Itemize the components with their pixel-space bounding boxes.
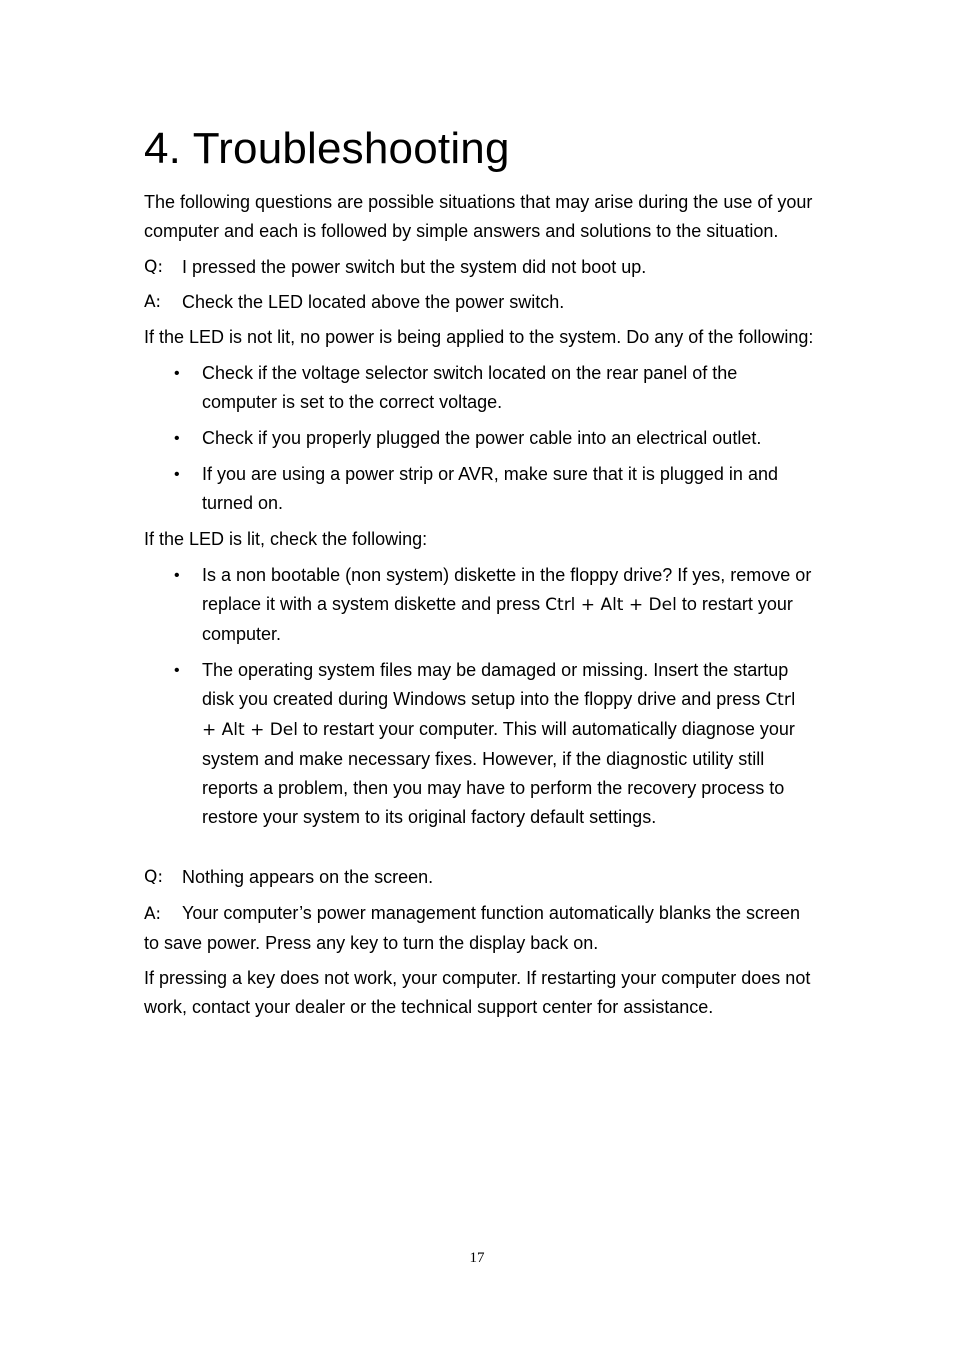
list-item-text: to restart your computer. This will automatically diagnose your system and make necessary fixes. However, if the diagnostic utility still reports a problem, then you may have to perform the recovery process to restore your system to its original factory default settings. <box>202 719 795 827</box>
bullet-icon: • <box>174 567 180 584</box>
answer-tag: A: <box>144 292 162 312</box>
list-item-text: Check if the voltage selector switch located on the rear panel of the computer is set to the correct voltage. <box>202 363 738 412</box>
led-lit-paragraph: If the LED is lit, check the following: <box>144 529 428 549</box>
bullet-icon: • <box>174 466 180 483</box>
question-tag: Q: <box>144 257 164 277</box>
list-item <box>174 460 814 518</box>
answer-text: Your computer’s power management function automatically blanks the screen to save power. Press any key to turn the display back on. <box>144 903 801 953</box>
answer-1 <box>144 288 814 317</box>
list-item-text: Is a non bootable (non system) diskette in the floppy drive? If yes, remove or replace it with a system diskette and press <box>202 565 812 614</box>
question-text: I pressed the power switch but the system did not boot up. <box>182 257 647 277</box>
key-combination: Ctrl + Alt + Del <box>202 690 796 740</box>
list-item-text: The operating system files may be damaged or missing. Insert the startup disk you created during Windows setup into the floppy drive and press <box>202 660 789 709</box>
list-item <box>174 561 814 649</box>
question-tag: Q: <box>144 867 164 887</box>
answer-tag: A: <box>144 904 162 924</box>
key-combination: Ctrl + Alt + Del <box>545 595 677 615</box>
bullet-icon: • <box>174 662 180 679</box>
closing-paragraph: If pressing a key does not work, your computer. If restarting your computer does not work, contact your dealer or the technical support center for assistance. <box>144 968 811 1017</box>
answer-2 <box>144 899 814 958</box>
question-text: Nothing appears on the screen. <box>182 867 434 887</box>
led-lit-list <box>144 561 814 832</box>
bullet-icon: • <box>174 365 180 382</box>
question-2 <box>144 863 814 892</box>
document-page <box>144 120 814 1022</box>
led-not-lit-paragraph: If the LED is not lit, no power is being applied to the system. Do any of the following: <box>144 327 814 347</box>
list-item <box>174 359 814 417</box>
led-not-lit-list <box>144 359 814 518</box>
list-item-text: to restart your computer. <box>202 594 793 644</box>
list-item-text: If you are using a power strip or AVR, make sure that it is plugged in and turned on. <box>202 464 778 513</box>
bullet-icon: • <box>174 430 180 447</box>
intro-paragraph: The following questions are possible situations that may arise during the use of your computer and each is followed by simple answers and solutions to the situation. <box>144 192 813 241</box>
question-1 <box>144 253 814 282</box>
list-item <box>174 424 814 453</box>
page-number: 17 <box>469 1250 485 1266</box>
list-item <box>174 656 814 832</box>
list-item-text: Check if you properly plugged the power cable into an electrical outlet. <box>202 428 762 448</box>
page-title: 4. Troubleshooting <box>144 124 510 173</box>
answer-text: Check the LED located above the power switch. <box>182 292 565 312</box>
